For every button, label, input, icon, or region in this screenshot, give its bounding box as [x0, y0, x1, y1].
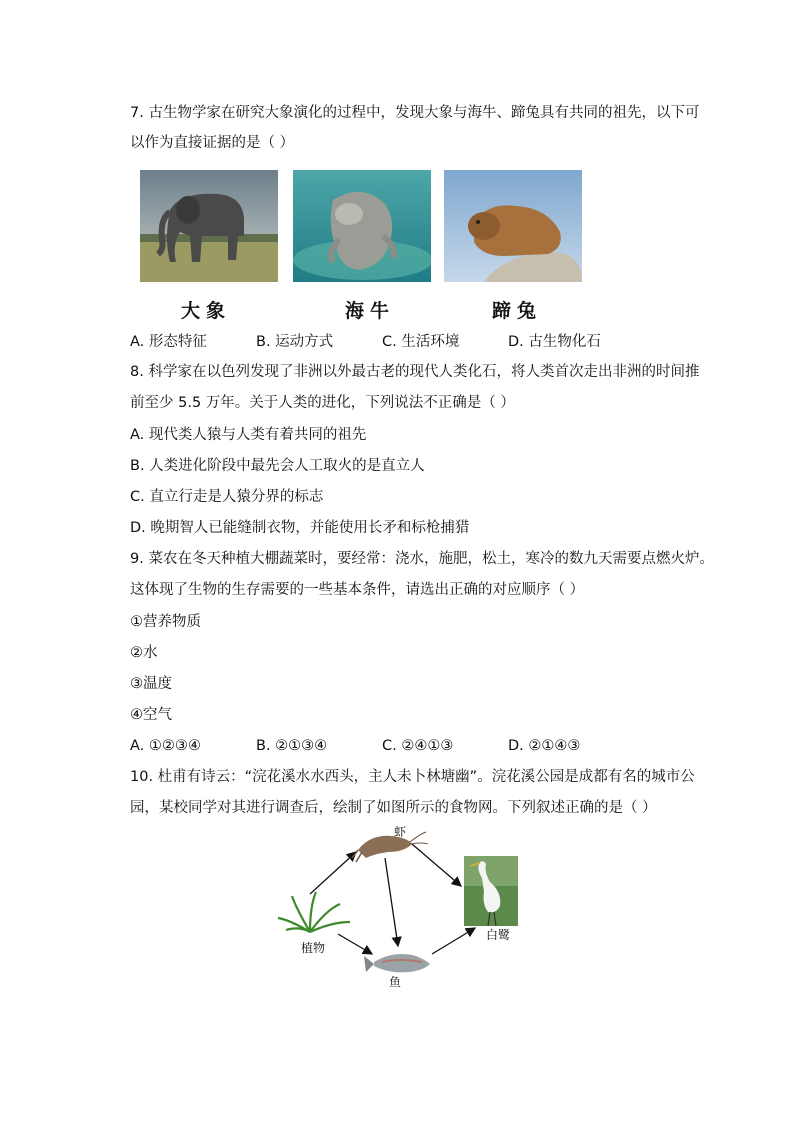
q8-option-a: A. 现代类人猿与人类有着共同的祖先: [130, 427, 367, 443]
q8-option-c: C. 直立行走是人猿分界的标志: [130, 489, 324, 505]
q8-option-b: B. 人类进化阶段中最先会人工取火的是直立人: [130, 458, 425, 474]
q7-stem-line1: 7. 古生物学家在研究大象演化的过程中，发现大象与海牛、蹄兔具有共同的祖先，以下可: [130, 105, 700, 121]
q9-item-3: ③温度: [130, 676, 172, 692]
manatee-image: [293, 170, 431, 282]
q7-option-a: A. 形态特征: [130, 334, 207, 350]
q9-stem-line1: 9. 菜农在冬天种植大棚蔬菜时，要经常：浇水，施肥，松土，寒冷的数九天需要点燃火炉。: [130, 551, 714, 567]
q9-option-c: C. ②④①③: [382, 738, 454, 754]
shrimp-icon: [352, 832, 428, 862]
label-shrimp: 虾: [394, 825, 407, 839]
label-plant: 植物: [301, 941, 326, 955]
q9-option-d: D. ②①④③: [508, 738, 581, 754]
q9-option-b: B. ②①③④: [256, 738, 328, 754]
q8-stem-line1: 8. 科学家在以色列发现了非洲以外最古老的现代人类化石，将人类首次走出非洲的时间推: [130, 364, 700, 380]
q8-stem-line2: 前至少 5.5 万年。关于人类的进化，下列说法不正确是（ ）: [130, 395, 515, 411]
arrow-fish-to-egret: [432, 928, 475, 954]
q10-stem-line1: 10. 杜甫有诗云：“浣花溪水水西头，主人未卜林塘幽”。浣花溪公园是成都有名的城市公: [130, 769, 695, 785]
q9-stem-line2: 这体现了生物的生存需要的一些基本条件，请选出正确的对应顺序（ ）: [130, 582, 585, 598]
plant-icon: [278, 892, 350, 932]
q7-stem-line2: 以作为直接证据的是（ ）: [130, 135, 295, 151]
hyrax-image: [444, 170, 582, 282]
q7-option-b: B. 运动方式: [256, 334, 334, 350]
q7-option-c: C. 生活环境: [382, 334, 460, 350]
arrow-shrimp-to-fish: [385, 858, 398, 946]
q9-item-1: ①营养物质: [130, 614, 201, 630]
q10-stem-line2: 园，某校同学对其进行调查后，绘制了如图所示的食物网。下列叙述正确的是（ ）: [130, 800, 657, 816]
arrow-plant-to-shrimp: [310, 852, 356, 894]
fish-icon: [364, 954, 430, 972]
arrow-plant-to-fish: [338, 934, 372, 954]
caption-manatee: 海牛: [345, 300, 396, 322]
label-fish: 鱼: [389, 975, 402, 989]
q8-option-d: D. 晚期智人已能缝制衣物，并能使用长矛和标枪捕猎: [130, 520, 470, 536]
q9-item-2: ②水: [130, 645, 158, 661]
egret-image: [464, 856, 518, 926]
caption-hyrax: 蹄兔: [492, 300, 543, 322]
elephant-image: [140, 170, 278, 282]
caption-elephant: 大象: [181, 300, 232, 322]
q9-option-a: A. ①②③④: [130, 738, 201, 754]
food-web-diagram: [270, 822, 530, 992]
arrow-shrimp-to-egret: [412, 844, 461, 886]
q7-option-d: D. 古生物化石: [508, 334, 601, 350]
q9-item-4: ④空气: [130, 707, 172, 723]
label-egret: 白鹭: [486, 928, 511, 942]
